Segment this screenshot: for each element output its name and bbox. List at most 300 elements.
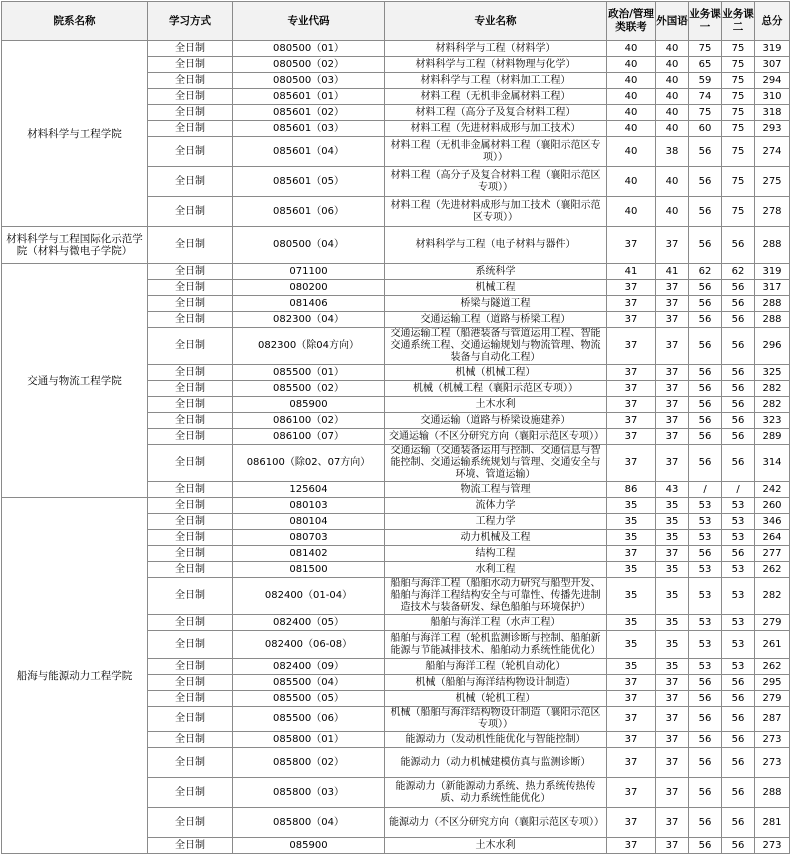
- study-mode-cell: 全日制: [148, 264, 233, 280]
- course-one-score-cell: 53: [689, 562, 722, 578]
- major-name-cell: 材料工程（先进材料成形与加工技术）: [385, 121, 607, 137]
- major-name-cell: 材料科学与工程（材料加工工程）: [385, 73, 607, 89]
- total-score-cell: 277: [755, 546, 790, 562]
- politics-score-cell: 37: [607, 296, 656, 312]
- course-one-score-cell: 60: [689, 121, 722, 137]
- major-code-cell: 080103: [233, 498, 385, 514]
- total-score-cell: 288: [755, 296, 790, 312]
- total-score-cell: 275: [755, 167, 790, 197]
- major-name-cell: 船舶与海洋工程（水声工程）: [385, 615, 607, 631]
- politics-score-cell: 37: [607, 707, 656, 732]
- dept-name-cell: 材料科学与工程国际化示范学院（材料与微电子学院）: [2, 227, 148, 264]
- major-name-cell: 材料工程（高分子及复合材料工程（襄阳示范区专项））: [385, 167, 607, 197]
- total-score-cell: 319: [755, 41, 790, 57]
- total-score-cell: 242: [755, 482, 790, 498]
- major-code-cell: 085601（04）: [233, 137, 385, 167]
- foreign-lang-score-cell: 37: [656, 296, 689, 312]
- major-name-cell: 船舶与海洋工程（轮机监测诊断与控制、船舶新能源与节能减排技术、船舶动力系统性能优化）: [385, 631, 607, 659]
- total-score-cell: 307: [755, 57, 790, 73]
- major-code-cell: 085601（05）: [233, 167, 385, 197]
- study-mode-cell: 全日制: [148, 197, 233, 227]
- study-mode-cell: 全日制: [148, 137, 233, 167]
- study-mode-cell: 全日制: [148, 778, 233, 808]
- study-mode-cell: 全日制: [148, 732, 233, 748]
- study-mode-cell: 全日制: [148, 413, 233, 429]
- foreign-lang-score-cell: 37: [656, 312, 689, 328]
- major-name-cell: 能源动力（不区分研究方向（襄阳示范区专项））: [385, 808, 607, 838]
- politics-score-cell: 37: [607, 445, 656, 482]
- politics-score-cell: 40: [607, 57, 656, 73]
- foreign-lang-score-cell: 40: [656, 41, 689, 57]
- course-one-score-cell: 56: [689, 691, 722, 707]
- politics-score-cell: 35: [607, 498, 656, 514]
- study-mode-cell: 全日制: [148, 312, 233, 328]
- major-code-cell: 085800（03）: [233, 778, 385, 808]
- course-two-score-cell: 62: [722, 264, 755, 280]
- politics-score-cell: 37: [607, 732, 656, 748]
- course-one-score-cell: 65: [689, 57, 722, 73]
- major-name-cell: 土木水利: [385, 838, 607, 854]
- total-score-cell: 282: [755, 397, 790, 413]
- study-mode-cell: 全日制: [148, 578, 233, 615]
- course-one-score-cell: 56: [689, 445, 722, 482]
- foreign-lang-score-cell: 37: [656, 546, 689, 562]
- study-mode-cell: 全日制: [148, 659, 233, 675]
- total-score-cell: 293: [755, 121, 790, 137]
- major-code-cell: 086100（02）: [233, 413, 385, 429]
- politics-score-cell: 37: [607, 227, 656, 264]
- study-mode-cell: 全日制: [148, 546, 233, 562]
- foreign-lang-score-cell: 37: [656, 808, 689, 838]
- total-score-cell: 279: [755, 615, 790, 631]
- total-score-cell: 289: [755, 429, 790, 445]
- total-score-cell: 261: [755, 631, 790, 659]
- foreign-lang-score-cell: 38: [656, 137, 689, 167]
- study-mode-cell: 全日制: [148, 707, 233, 732]
- header-major-code: 专业代码: [233, 2, 385, 41]
- politics-score-cell: 37: [607, 808, 656, 838]
- study-mode-cell: 全日制: [148, 748, 233, 778]
- major-name-cell: 材料工程（无机非金属材料工程）: [385, 89, 607, 105]
- course-one-score-cell: 75: [689, 105, 722, 121]
- course-two-score-cell: 75: [722, 89, 755, 105]
- course-two-score-cell: /: [722, 482, 755, 498]
- total-score-cell: 323: [755, 413, 790, 429]
- course-one-score-cell: 56: [689, 328, 722, 365]
- foreign-lang-score-cell: 40: [656, 167, 689, 197]
- major-code-cell: 085800（04）: [233, 808, 385, 838]
- foreign-lang-score-cell: 37: [656, 732, 689, 748]
- total-score-cell: 282: [755, 578, 790, 615]
- total-score-cell: 278: [755, 197, 790, 227]
- major-name-cell: 船舶与海洋工程（船舶水动力研究与船型开发、船舶与海洋工程结构安全与可靠性、传播先进制造技术与装备研发、绿色船舶与环境保护）: [385, 578, 607, 615]
- course-two-score-cell: 56: [722, 691, 755, 707]
- study-mode-cell: 全日制: [148, 227, 233, 264]
- study-mode-cell: 全日制: [148, 381, 233, 397]
- course-one-score-cell: 56: [689, 296, 722, 312]
- politics-score-cell: 41: [607, 264, 656, 280]
- course-two-score-cell: 56: [722, 748, 755, 778]
- course-two-score-cell: 75: [722, 167, 755, 197]
- major-code-cell: 071100: [233, 264, 385, 280]
- course-two-score-cell: 56: [722, 445, 755, 482]
- total-score-cell: 288: [755, 312, 790, 328]
- header-course-one: 业务课一: [689, 2, 722, 41]
- total-score-cell: 296: [755, 328, 790, 365]
- study-mode-cell: 全日制: [148, 280, 233, 296]
- major-name-cell: 桥梁与隧道工程: [385, 296, 607, 312]
- course-one-score-cell: 53: [689, 631, 722, 659]
- major-code-cell: 082400（05）: [233, 615, 385, 631]
- politics-score-cell: 35: [607, 659, 656, 675]
- course-two-score-cell: 53: [722, 562, 755, 578]
- major-name-cell: 机械（船舶与海洋结构物设计制造（襄阳示范区专项））: [385, 707, 607, 732]
- study-mode-cell: 全日制: [148, 838, 233, 854]
- course-one-score-cell: 56: [689, 413, 722, 429]
- course-one-score-cell: 56: [689, 838, 722, 854]
- study-mode-cell: 全日制: [148, 89, 233, 105]
- major-name-cell: 交通运输（道路与桥梁设施建养）: [385, 413, 607, 429]
- major-name-cell: 机械工程: [385, 280, 607, 296]
- total-score-cell: 264: [755, 530, 790, 546]
- total-score-cell: 287: [755, 707, 790, 732]
- foreign-lang-score-cell: 37: [656, 691, 689, 707]
- course-two-score-cell: 53: [722, 631, 755, 659]
- course-two-score-cell: 56: [722, 397, 755, 413]
- study-mode-cell: 全日制: [148, 167, 233, 197]
- major-code-cell: 080500（04）: [233, 227, 385, 264]
- politics-score-cell: 35: [607, 514, 656, 530]
- total-score-cell: 274: [755, 137, 790, 167]
- major-code-cell: 081402: [233, 546, 385, 562]
- header-total: 总分: [755, 2, 790, 41]
- foreign-lang-score-cell: 35: [656, 615, 689, 631]
- total-score-cell: 288: [755, 778, 790, 808]
- foreign-lang-score-cell: 37: [656, 778, 689, 808]
- foreign-lang-score-cell: 37: [656, 838, 689, 854]
- major-code-cell: 085800（02）: [233, 748, 385, 778]
- course-one-score-cell: 56: [689, 137, 722, 167]
- politics-score-cell: 37: [607, 381, 656, 397]
- major-name-cell: 船舶与海洋工程（轮机自动化）: [385, 659, 607, 675]
- politics-score-cell: 40: [607, 105, 656, 121]
- course-two-score-cell: 56: [722, 280, 755, 296]
- table-row: [2, 264, 790, 280]
- politics-score-cell: 37: [607, 675, 656, 691]
- study-mode-cell: 全日制: [148, 328, 233, 365]
- major-code-cell: 085900: [233, 397, 385, 413]
- header-politics: 政治/管理类联考: [607, 2, 656, 41]
- study-mode-cell: 全日制: [148, 429, 233, 445]
- foreign-lang-score-cell: 43: [656, 482, 689, 498]
- study-mode-cell: 全日制: [148, 615, 233, 631]
- course-two-score-cell: 53: [722, 615, 755, 631]
- foreign-lang-score-cell: 40: [656, 105, 689, 121]
- study-mode-cell: 全日制: [148, 445, 233, 482]
- score-table: [1, 1, 790, 854]
- major-code-cell: 082300（04）: [233, 312, 385, 328]
- major-code-cell: 082400（01-04）: [233, 578, 385, 615]
- course-two-score-cell: 56: [722, 296, 755, 312]
- course-two-score-cell: 56: [722, 675, 755, 691]
- study-mode-cell: 全日制: [148, 105, 233, 121]
- foreign-lang-score-cell: 37: [656, 365, 689, 381]
- foreign-lang-score-cell: 37: [656, 413, 689, 429]
- course-one-score-cell: 56: [689, 808, 722, 838]
- course-one-score-cell: 56: [689, 429, 722, 445]
- total-score-cell: 325: [755, 365, 790, 381]
- study-mode-cell: 全日制: [148, 530, 233, 546]
- course-two-score-cell: 56: [722, 413, 755, 429]
- total-score-cell: 273: [755, 838, 790, 854]
- total-score-cell: 281: [755, 808, 790, 838]
- major-name-cell: 能源动力（发动机性能优化与智能控制）: [385, 732, 607, 748]
- major-code-cell: 081406: [233, 296, 385, 312]
- major-name-cell: 材料科学与工程（材料物理与化学）: [385, 57, 607, 73]
- course-two-score-cell: 75: [722, 197, 755, 227]
- foreign-lang-score-cell: 37: [656, 227, 689, 264]
- foreign-lang-score-cell: 37: [656, 280, 689, 296]
- course-two-score-cell: 53: [722, 578, 755, 615]
- foreign-lang-score-cell: 37: [656, 381, 689, 397]
- course-one-score-cell: 56: [689, 312, 722, 328]
- course-two-score-cell: 56: [722, 707, 755, 732]
- total-score-cell: 273: [755, 748, 790, 778]
- major-name-cell: 结构工程: [385, 546, 607, 562]
- course-two-score-cell: 53: [722, 659, 755, 675]
- foreign-lang-score-cell: 35: [656, 578, 689, 615]
- politics-score-cell: 86: [607, 482, 656, 498]
- total-score-cell: 295: [755, 675, 790, 691]
- course-one-score-cell: 56: [689, 381, 722, 397]
- politics-score-cell: 37: [607, 413, 656, 429]
- major-name-cell: 材料科学与工程（材料学）: [385, 41, 607, 57]
- major-name-cell: 流体力学: [385, 498, 607, 514]
- politics-score-cell: 37: [607, 365, 656, 381]
- major-code-cell: 080500（02）: [233, 57, 385, 73]
- major-code-cell: 080500（01）: [233, 41, 385, 57]
- course-one-score-cell: 56: [689, 778, 722, 808]
- total-score-cell: 294: [755, 73, 790, 89]
- total-score-cell: 346: [755, 514, 790, 530]
- course-two-score-cell: 56: [722, 808, 755, 838]
- study-mode-cell: 全日制: [148, 73, 233, 89]
- politics-score-cell: 40: [607, 167, 656, 197]
- foreign-lang-score-cell: 37: [656, 675, 689, 691]
- politics-score-cell: 35: [607, 562, 656, 578]
- foreign-lang-score-cell: 35: [656, 514, 689, 530]
- course-one-score-cell: 56: [689, 197, 722, 227]
- major-code-cell: 080200: [233, 280, 385, 296]
- course-one-score-cell: /: [689, 482, 722, 498]
- course-two-score-cell: 53: [722, 498, 755, 514]
- major-code-cell: 080104: [233, 514, 385, 530]
- major-code-cell: 082400（09）: [233, 659, 385, 675]
- course-two-score-cell: 53: [722, 530, 755, 546]
- header-study-mode: 学习方式: [148, 2, 233, 41]
- major-name-cell: 物流工程与管理: [385, 482, 607, 498]
- course-two-score-cell: 56: [722, 365, 755, 381]
- politics-score-cell: 37: [607, 312, 656, 328]
- study-mode-cell: 全日制: [148, 808, 233, 838]
- politics-score-cell: 37: [607, 838, 656, 854]
- course-one-score-cell: 53: [689, 530, 722, 546]
- major-name-cell: 材料工程（无机非金属材料工程（襄阳示范区专项））: [385, 137, 607, 167]
- major-code-cell: 085500（01）: [233, 365, 385, 381]
- politics-score-cell: 35: [607, 631, 656, 659]
- major-name-cell: 工程力学: [385, 514, 607, 530]
- course-one-score-cell: 53: [689, 514, 722, 530]
- major-code-cell: 085500（02）: [233, 381, 385, 397]
- course-one-score-cell: 56: [689, 546, 722, 562]
- course-two-score-cell: 75: [722, 105, 755, 121]
- foreign-lang-score-cell: 37: [656, 397, 689, 413]
- foreign-lang-score-cell: 40: [656, 197, 689, 227]
- study-mode-cell: 全日制: [148, 397, 233, 413]
- study-mode-cell: 全日制: [148, 514, 233, 530]
- study-mode-cell: 全日制: [148, 498, 233, 514]
- header-course-two: 业务课二: [722, 2, 755, 41]
- total-score-cell: 319: [755, 264, 790, 280]
- major-code-cell: 085500（05）: [233, 691, 385, 707]
- course-two-score-cell: 56: [722, 732, 755, 748]
- major-code-cell: 085500（06）: [233, 707, 385, 732]
- major-code-cell: 085800（01）: [233, 732, 385, 748]
- course-one-score-cell: 56: [689, 227, 722, 264]
- major-name-cell: 水利工程: [385, 562, 607, 578]
- course-two-score-cell: 56: [722, 838, 755, 854]
- major-code-cell: 080500（03）: [233, 73, 385, 89]
- major-name-cell: 动力机械及工程: [385, 530, 607, 546]
- politics-score-cell: 40: [607, 121, 656, 137]
- course-two-score-cell: 75: [722, 57, 755, 73]
- major-code-cell: 085500（04）: [233, 675, 385, 691]
- course-two-score-cell: 56: [722, 312, 755, 328]
- politics-score-cell: 35: [607, 615, 656, 631]
- politics-score-cell: 37: [607, 397, 656, 413]
- table-row: [2, 41, 790, 57]
- course-one-score-cell: 75: [689, 41, 722, 57]
- major-name-cell: 能源动力（新能源动力系统、热力系统传热传质、动力系统性能优化）: [385, 778, 607, 808]
- total-score-cell: 273: [755, 732, 790, 748]
- politics-score-cell: 40: [607, 41, 656, 57]
- course-two-score-cell: 56: [722, 227, 755, 264]
- course-one-score-cell: 62: [689, 264, 722, 280]
- study-mode-cell: 全日制: [148, 691, 233, 707]
- course-two-score-cell: 56: [722, 328, 755, 365]
- header-foreign-lang: 外国语: [656, 2, 689, 41]
- course-one-score-cell: 56: [689, 167, 722, 197]
- foreign-lang-score-cell: 40: [656, 121, 689, 137]
- major-name-cell: 材料工程（先进材料成形与加工技术（襄阳示范区专项））: [385, 197, 607, 227]
- foreign-lang-score-cell: 35: [656, 659, 689, 675]
- foreign-lang-score-cell: 35: [656, 562, 689, 578]
- total-score-cell: 262: [755, 562, 790, 578]
- major-code-cell: 085601（06）: [233, 197, 385, 227]
- major-name-cell: 机械（机械工程（襄阳示范区专项））: [385, 381, 607, 397]
- major-code-cell: 081500: [233, 562, 385, 578]
- foreign-lang-score-cell: 35: [656, 498, 689, 514]
- course-two-score-cell: 75: [722, 73, 755, 89]
- major-name-cell: 机械（机械工程）: [385, 365, 607, 381]
- course-one-score-cell: 74: [689, 89, 722, 105]
- politics-score-cell: 37: [607, 546, 656, 562]
- politics-score-cell: 37: [607, 429, 656, 445]
- major-name-cell: 能源动力（动力机械建模仿真与监测诊断）: [385, 748, 607, 778]
- course-one-score-cell: 53: [689, 498, 722, 514]
- study-mode-cell: 全日制: [148, 57, 233, 73]
- course-one-score-cell: 56: [689, 748, 722, 778]
- course-one-score-cell: 53: [689, 615, 722, 631]
- header-dept: 院系名称: [2, 2, 148, 41]
- major-code-cell: 082300（除04方向）: [233, 328, 385, 365]
- study-mode-cell: 全日制: [148, 296, 233, 312]
- course-two-score-cell: 75: [722, 121, 755, 137]
- foreign-lang-score-cell: 37: [656, 328, 689, 365]
- major-name-cell: 材料工程（高分子及复合材料工程）: [385, 105, 607, 121]
- major-name-cell: 土木水利: [385, 397, 607, 413]
- major-name-cell: 交通运输工程（道路与桥梁工程）: [385, 312, 607, 328]
- major-code-cell: 085601（01）: [233, 89, 385, 105]
- study-mode-cell: 全日制: [148, 365, 233, 381]
- course-one-score-cell: 56: [689, 365, 722, 381]
- major-name-cell: 机械（船舶与海洋结构物设计制造）: [385, 675, 607, 691]
- study-mode-cell: 全日制: [148, 675, 233, 691]
- course-two-score-cell: 56: [722, 546, 755, 562]
- major-name-cell: 材料科学与工程（电子材料与器件）: [385, 227, 607, 264]
- dept-name-cell: 交通与物流工程学院: [2, 264, 148, 498]
- major-code-cell: 086100（07）: [233, 429, 385, 445]
- total-score-cell: 314: [755, 445, 790, 482]
- course-one-score-cell: 59: [689, 73, 722, 89]
- header-major-name: 专业名称: [385, 2, 607, 41]
- politics-score-cell: 37: [607, 280, 656, 296]
- foreign-lang-score-cell: 35: [656, 530, 689, 546]
- study-mode-cell: 全日制: [148, 41, 233, 57]
- politics-score-cell: 37: [607, 691, 656, 707]
- study-mode-cell: 全日制: [148, 121, 233, 137]
- foreign-lang-score-cell: 37: [656, 445, 689, 482]
- foreign-lang-score-cell: 37: [656, 429, 689, 445]
- politics-score-cell: 40: [607, 137, 656, 167]
- major-code-cell: 085601（02）: [233, 105, 385, 121]
- total-score-cell: 279: [755, 691, 790, 707]
- major-code-cell: 086100（除02、07方向）: [233, 445, 385, 482]
- course-two-score-cell: 56: [722, 381, 755, 397]
- politics-score-cell: 35: [607, 530, 656, 546]
- major-code-cell: 085601（03）: [233, 121, 385, 137]
- total-score-cell: 310: [755, 89, 790, 105]
- study-mode-cell: 全日制: [148, 631, 233, 659]
- politics-score-cell: 37: [607, 778, 656, 808]
- course-two-score-cell: 56: [722, 429, 755, 445]
- table-row: [2, 498, 790, 514]
- course-two-score-cell: 75: [722, 137, 755, 167]
- total-score-cell: 260: [755, 498, 790, 514]
- course-one-score-cell: 56: [689, 707, 722, 732]
- major-code-cell: 080703: [233, 530, 385, 546]
- total-score-cell: 318: [755, 105, 790, 121]
- politics-score-cell: 37: [607, 748, 656, 778]
- total-score-cell: 288: [755, 227, 790, 264]
- header-row: [2, 2, 790, 41]
- study-mode-cell: 全日制: [148, 482, 233, 498]
- course-one-score-cell: 53: [689, 659, 722, 675]
- foreign-lang-score-cell: 35: [656, 631, 689, 659]
- foreign-lang-score-cell: 37: [656, 707, 689, 732]
- course-one-score-cell: 56: [689, 280, 722, 296]
- major-code-cell: 125604: [233, 482, 385, 498]
